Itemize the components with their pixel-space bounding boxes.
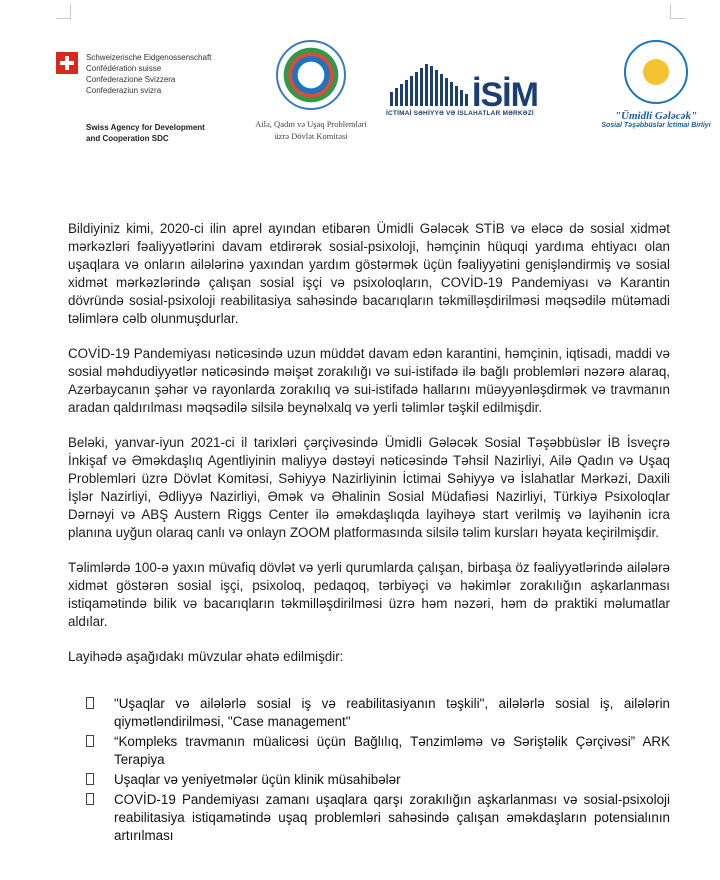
paragraph-project: Beləki, yanvar-iyun 2021-ci il tarixləri çərçivəsində Ümidli Gələcək Sosial Təşəbbüslər İB İsveçrə İnkişaf və Əməkdaşlıq Agentliyinin maliyyə dəstəyi nəticəsində Təhsil Nazirliyi, Ailə Qadın və Uşaq Problemləri üzrə Dövlət Komitəsi, Səhiyyə Nazirliyinin İctimai Səhiyyə və İslahatlar Mərkəzi, Daxili İşlər Nazirliyi, Ədliyyə Nazirliyi, Əmək və Əhalinin Sosial Müdafiəsi Nazirliyi, Türkiyə Psixoloqlar Dərnəyi və ABŞ Austern Riggs Center ilə əməkdaşlıqda layihəyə start verilmiş və layihənin icra planına uyğun olaraq canlı və onlayn ZOOM platformasında silsilə təlim kursları həyata keçirilmişdir. xyxy=(68,435,670,540)
isim-bar xyxy=(400,84,403,106)
sdc-agency-name: Swiss Agency for Development and Cooperation SDC xyxy=(86,123,205,143)
umidli-name: "Ümidli Gələcək" xyxy=(614,110,698,122)
isim-bar xyxy=(415,72,418,106)
sdc-names: Schweizerische Eidgenossenschaft Confédération suisse Confederazione Svizzera Confederaziun svizra xyxy=(86,53,212,95)
isim-bar xyxy=(405,80,408,106)
isim-bar xyxy=(430,66,433,106)
bullet-icon xyxy=(86,793,94,805)
bullet-icon xyxy=(86,735,94,747)
logo-header xyxy=(0,40,720,160)
bullet-icon xyxy=(86,697,94,709)
list-item: Uşaqlar və yeniyetmələr üçün klinik müsahibələr xyxy=(86,771,670,789)
family-committee-emblem-icon xyxy=(276,40,346,110)
paragraph-pandemic: COVİD-19 Pandemiyası nəticəsində uzun müddət davam edən karantini, həmçinin, iqtisadi, maddi və sosial məhdudiyyətlər nəticəsində məişət zorakılığı və sui-istifadə ilə bağlı problemləri nəzərə alaraq, Azərbaycanın şəhər və rayonlarda zorakılıq və sui-istifadə hallarını müəyyənləşdirmək və travmanın aradan qaldırılması məqsədilə silsilə beynəlxalq və yerli təlimlər təşkil edilmişdir. xyxy=(68,346,670,415)
isim-name: İCTİMAİ SƏHİYYƏ VƏ İSLAHATLAR MƏRKƏZİ xyxy=(386,110,534,117)
isim-bar xyxy=(450,82,453,106)
isim-bar xyxy=(435,70,438,106)
topics-list xyxy=(86,695,670,847)
isim-bar xyxy=(460,90,463,106)
swiss-flag-icon xyxy=(56,52,78,74)
isim-bar xyxy=(420,68,423,106)
paragraph-intro: Bildiyiniz kimi, 2020-ci ilin aprel ayından etibarən Ümidli Gələcək STİB və eləcə də sosial xidmət mərkəzləri fəaliyyətlərini davam etdirərək sosial-psixoloji, həmçinin hüquqi yardıma ehtiyacı olan uşaqlara və onların ailələrinə yaxından yardım göstərmək üçün fəaliyyətini genişləndirmiş və sosial xidmət mərkəzlərində çalışan sosial işçi və psixoloqların, COVİD-19 Pandemiyası və Karantin dövründə sosial-psixoloji reabilitasiya sahəsində bacarıqların təkmilləşdirilməsi məqsədilə mütəmadi təlimlərə cəlb olunmuşdurlar. xyxy=(68,221,670,326)
crop-mark-top-right xyxy=(670,4,685,19)
isim-bar xyxy=(440,74,443,106)
crop-mark-top-left xyxy=(56,4,71,19)
umidli-subtitle: Sosial Təşəbbüslər İctimai Birliyi xyxy=(601,122,711,129)
umidli-emblem-icon xyxy=(624,40,688,104)
isim-bar xyxy=(465,94,468,106)
isim-bar xyxy=(390,92,393,106)
family-committee-name: Ailə, Qadın və Uşaq Problemləri üzrə Dövlət Komitəsi xyxy=(255,119,367,141)
isim-bar xyxy=(455,86,458,106)
isim-bar xyxy=(425,64,428,106)
isim-bar xyxy=(445,78,448,106)
isim-wordmark: İSİM xyxy=(472,76,538,114)
list-item: "Uşaqlar və ailələrlə sosial iş və reabilitasiyanın təşkili", ailələrlə sosial iş, ailələrin qiymətləndirilməsi, "Case management" xyxy=(86,695,670,731)
umidli-logo xyxy=(596,40,716,129)
paragraph-topics-intro: Layihədə aşağıdakı müvzular əhatə edilmişdir: xyxy=(68,649,344,664)
isim-bar xyxy=(395,88,398,106)
family-committee-logo xyxy=(246,40,376,142)
paragraph-participants: Təlimlərdə 100-ə yaxın müvafiq dövlət və yerli qurumlarda çalışan, birbaşa öz fəaliyyətlərində ailələrə xidmət göstərən sosial işçi, psixoloq, pedaqoq, tərbiyəçi və həkimlər zorakılığın aşkarlanması istiqamətində bilik və bacarıqların təkmilləşdirilməsi üzrə həm nəzəri, həm də praktiki məlumatlar aldılar. xyxy=(68,560,670,629)
document-body xyxy=(68,220,670,679)
list-item: COVİD-19 Pandemiyası zamanı uşaqlara qarşı zorakılığın aşkarlanması və sosial-psixoloji reabilitasiya istiqamətində uşaq problemləri sahəsində çalışan əməkdaşların potensialının artırılması xyxy=(86,791,670,845)
bullet-icon xyxy=(86,773,94,785)
isim-logo xyxy=(386,62,546,117)
isim-bar xyxy=(410,76,413,106)
list-item: “Kompleks travmanın müalicəsi üçün Bağlılıq, Tənzimləmə və Səriştəlik Çərçivəsi” ARK Terapiya xyxy=(86,733,670,769)
